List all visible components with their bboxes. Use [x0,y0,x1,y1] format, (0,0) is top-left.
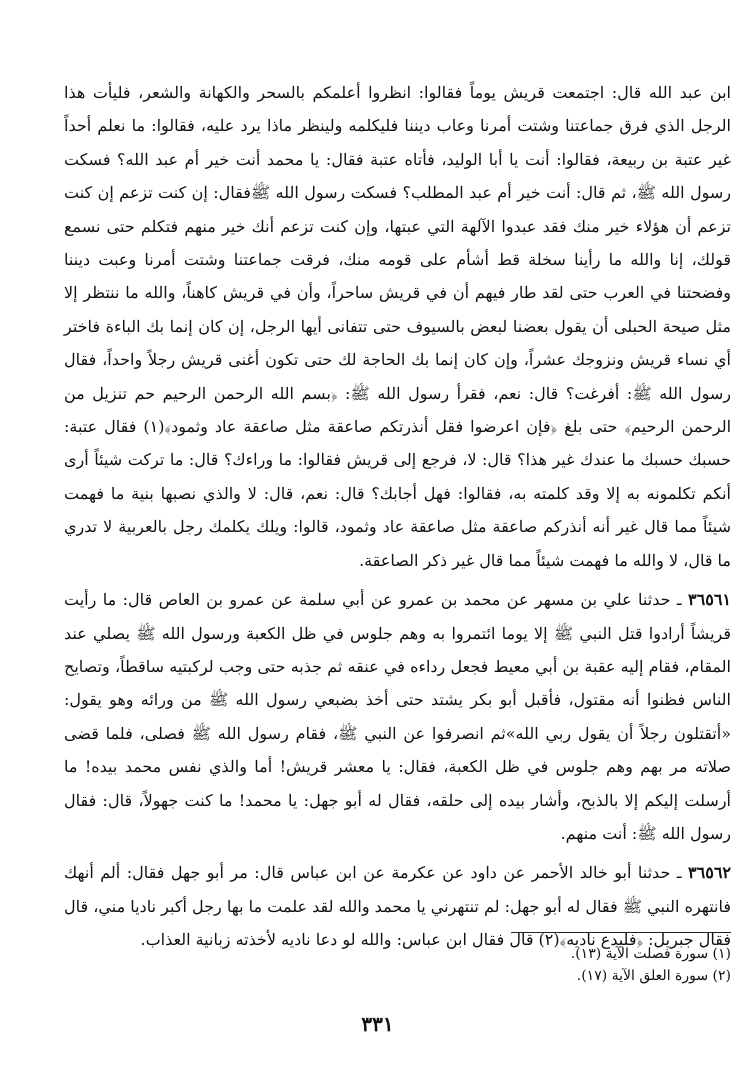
footnote-2: (٢) سورة العلق الآية (١٧). [576,968,731,984]
paragraph-text: ـ حدثنا علي بن مسهر عن محمد بن عمرو عن أبي سلمة عن عمرو بن العاص قال: ما رأيت قريشاً أرادوا قتل النبي ﷺ إلا يوما ائتمروا به وهم جلوس في ظل الكعبة ورسول الله ﷺ يصلي عند المقام، فقام إليه عقبة بن أبي معيط فجعل رداءه في عنقه ثم جذبه حتى وجب لركبتيه ساقطاً، وتصايح الناس فظنوا أنه مقتول، فأقبل أبو بكر يشتد حتى أخذ بضبعي رسول الله ﷺ من ورائه وهو يقول: «أتقتلون رجلاً أن يقول ربي الله»ثم انصرفوا عن النبي ﷺ، فقام رسول الله ﷺ فصلى، فلما قضى صلاته مر بهم وهم جلوس في ظل الكعبة، فقال: يا معشر قريش! أما والذي نفس محمد بيده! ما أرسلت إليكم إلا بالذبح، وأشار بيده إلى حلقه، فقال له أبو جهل: يا محمد! ما كنت جهولاً، قال: فقال رسول الله ﷺ: أنت منهم. [64,590,731,843]
page-number: ٣٣١ [361,1012,394,1036]
footnote-1: (١) سورة فصلت الآية (١٣). [570,946,731,962]
paragraph-text: ابن عبد الله قال: اجتمعت قريش يوماً فقالوا: انظروا أعلمكم بالسحر والكهانة والشعر، فليأت هذا الرجل الذي فرق جماعتنا وشتت أمرنا وعاب ديننا فليكلمه ولينظر ماذا يرد عليه، فقالوا: ما نعلم أحداً غير عتبة بن ربيعة، فقالوا: أنت يا أبا الوليد، فأتاه عتبة فقال: يا محمد أنت خير أم عبد الله؟ فسكت رسول الله ﷺ، ثم قال: أنت خير أم عبد المطلب؟ فسكت رسول الله ﷺفقال: إن كنت تزعم إن كنت تزعم أن هؤلاء خير منك فقد عبدوا الآلهة التي عبتها، وإن كنت تزعم أنك خير منهم فتكلم حتى نسمع قولك، إنا والله ما رأينا سخلة قط أشأم على قومه منك، فرقت جماعتنا وشتت أمرنا وعبت ديننا وفضحتنا في العرب حتى لقد طار فيهم أن في قريش ساحراً، وأن في قريش كاهناً، والله ما ننتظر إلا مثل صيحة الحبلى أن يقول بعضنا لبعض بالسيوف حتى تتفانى أيها الرجل، إن كان إنما بك الباءة فاختر أي نساء قريش ونزوجك عشراً، وإن كان إنما بك الحاجة لك حتى تكون أغنى قريش رجلاً واحداً، فقال رسول الله ﷺ: أفرغت؟ قال: نعم، فقرأ رسول الله ﷺ: ﴿بسم الله الرحمن الرحيم حم تنزيل من الرحمن الرحيم﴾ حتى بلغ ﴿فإن اعرضوا فقل أنذرتكم صاعقة مثل صاعقة عاد وثمود﴾(١) فقال عتبة: حسبك حسبك ما عندك غير هذا؟ قال: لا، فرجع إلى قريش فقالوا: ما وراءك؟ قال: ما تركت شيئاً أرى أنكم تكلمونه به إلا وقد كلمته به، فقالوا: فهل أجابك؟ قال: نعم، قال: لا والذي نصبها بنية ما فهمت شيئاً مما قال غير أنه أنذركم صاعقة مثل صاعقة عاد وثمود، قالوا: ويلك يكلمك رجل بالعربية لا تدري ما قال، لا والله ما فهمت شيئاً مما قال غير ذكر الصاعقة. [64,83,732,570]
page-body [64,76,731,957]
footnotes [511,932,731,987]
paragraph-continuation [64,76,731,577]
paragraph-text: ـ حدثنا أبو خالد الأحمر عن داود عن عكرمة عن ابن عباس قال: مر أبو جهل فقال: ألم أنهك فانتهره النبي ﷺ فقال له أبو جهل: لم تنتهرني يا محمد والله لقد علمت ما بها رجل أكبر ناديا مني، قال فقال جبريل: ﴿فليدع ناديه﴾(٢) قال فقال ابن عباس: والله لو دعا ناديه لأخذته زبانية العذاب. [64,863,731,950]
hadith-number: ٣٦٥٦١ [688,590,731,610]
hadith-number: ٣٦٥٦٢ [688,863,731,883]
hadith-36561 [64,583,731,850]
